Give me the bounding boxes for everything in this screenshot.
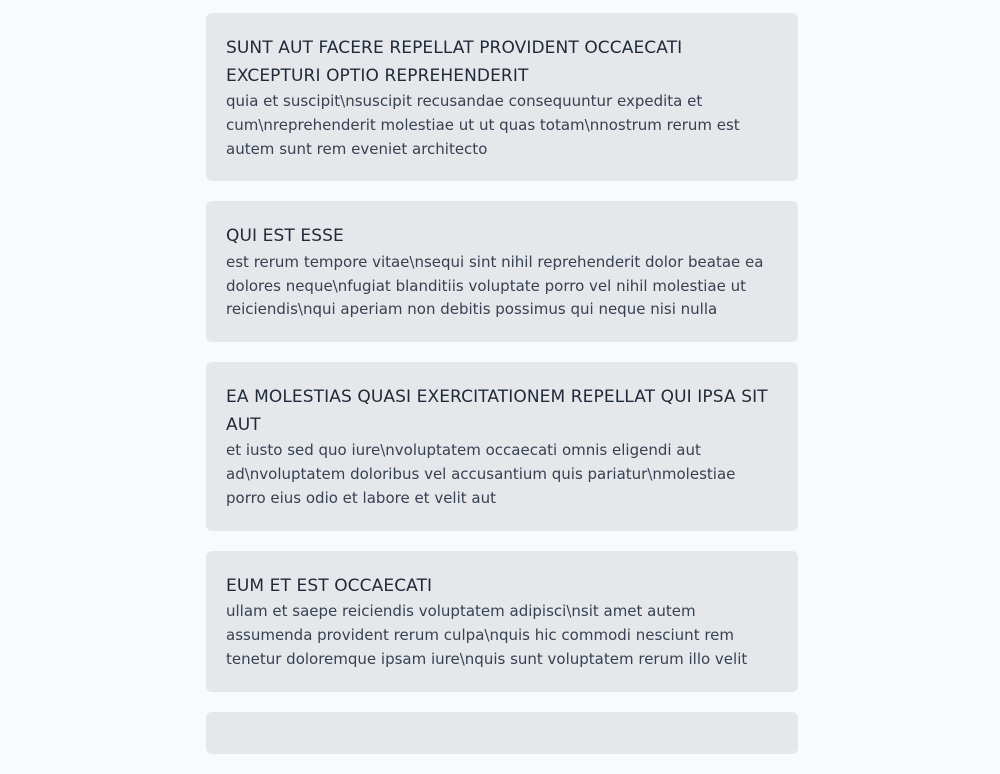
post-list	[206, 13, 798, 774]
post-card	[206, 13, 798, 181]
post-card	[206, 551, 798, 692]
post-card	[206, 362, 798, 530]
post-body: quia et suscipit\nsuscipit recusandae consequuntur expedita et cum\nreprehenderit molestiae ut ut quas totam\nnostrum rerum est autem sunt rem eveniet architecto	[226, 92, 740, 158]
post-title: EUM ET EST OCCAECATI	[226, 575, 433, 596]
post-title: SUNT AUT FACERE REPELLAT PROVIDENT OCCAECATI EXCEPTURI OPTIO REPREHENDERIT	[226, 38, 683, 86]
post-body: ullam et saepe reiciendis voluptatem adipisci\nsit amet autem assumenda provident rerum culpa\nquis hic commodi nesciunt rem tenetur doloremque ipsam iure\nquis sunt voluptatem rerum illo velit	[226, 602, 748, 668]
post-card	[206, 201, 798, 342]
post-body: et iusto sed quo iure\nvoluptatem occaecati omnis eligendi aut ad\nvoluptatem doloribus vel accusantium quis pariatur\nmolestiae porro eius odio et labore et velit aut	[226, 441, 736, 507]
post-card	[206, 712, 798, 754]
post-title: QUI EST ESSE	[226, 226, 344, 247]
post-body: est rerum tempore vitae\nsequi sint nihil reprehenderit dolor beatae ea dolores neque\nfugiat blanditiis voluptate porro vel nihil molestiae ut reiciendis\nqui aperiam non debitis possimus qui neque nisi nulla	[226, 252, 764, 319]
post-title: EA MOLESTIAS QUASI EXERCITATIONEM REPELLAT QUI IPSA SIT AUT	[226, 387, 768, 435]
